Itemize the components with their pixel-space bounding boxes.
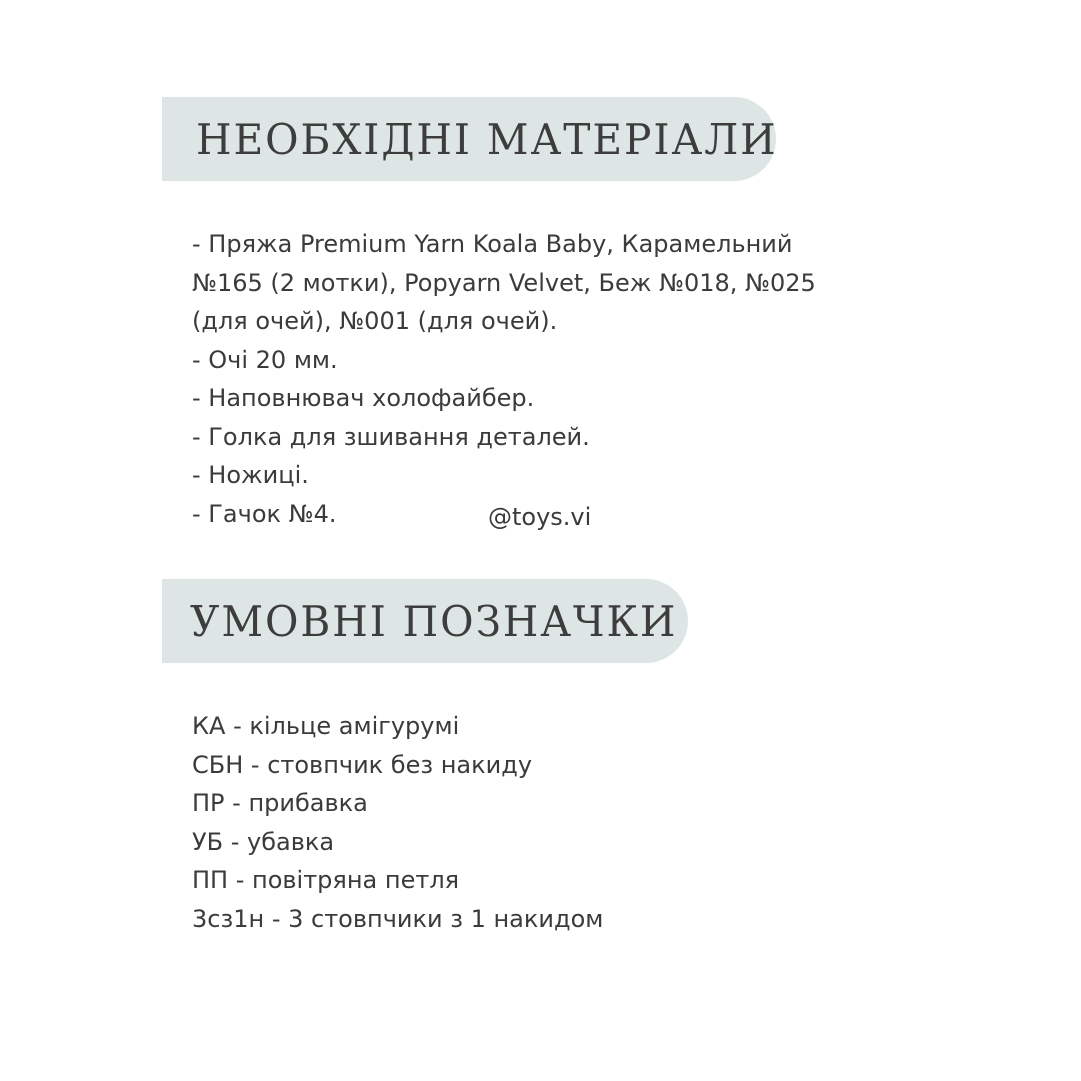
legend-section-header [162,579,688,663]
materials-line: - Гачок №4. [192,499,337,528]
legend-title: УМОВНІ ПОЗНАЧКИ [190,596,678,646]
materials-line: - Очі 20 мм. [192,345,338,374]
legend-list [192,707,603,938]
materials-line: №165 (2 мотки), Popyarn Velvet, Беж №018, №025 [192,268,816,297]
materials-title: НЕОБХІДНІ МАТЕРІАЛИ [196,114,778,164]
legend-line: ПП - повітряна петля [192,866,460,894]
materials-section-header [162,97,776,181]
legend-line: ПР - прибавка [192,789,368,817]
materials-line: - Ножиці. [192,461,309,489]
materials-line: - Голка для зшивання деталей. [192,422,590,451]
materials-line: - Пряжа Premium Yarn Koala Baby, Карамельний [192,230,793,258]
materials-list [192,225,816,533]
author-handle: @toys.vi [488,503,592,531]
materials-line: - Наповнювач холофайбер. [192,384,535,412]
legend-line: УБ - убавка [192,827,335,856]
materials-line: (для очей), №001 (для очей). [192,307,558,335]
legend-line: КА - кільце амігурумі [192,712,460,740]
legend-line: СБН - стовпчик без накиду [192,750,533,779]
legend-line: 3сз1н - 3 стовпчики з 1 накидом [192,904,604,933]
